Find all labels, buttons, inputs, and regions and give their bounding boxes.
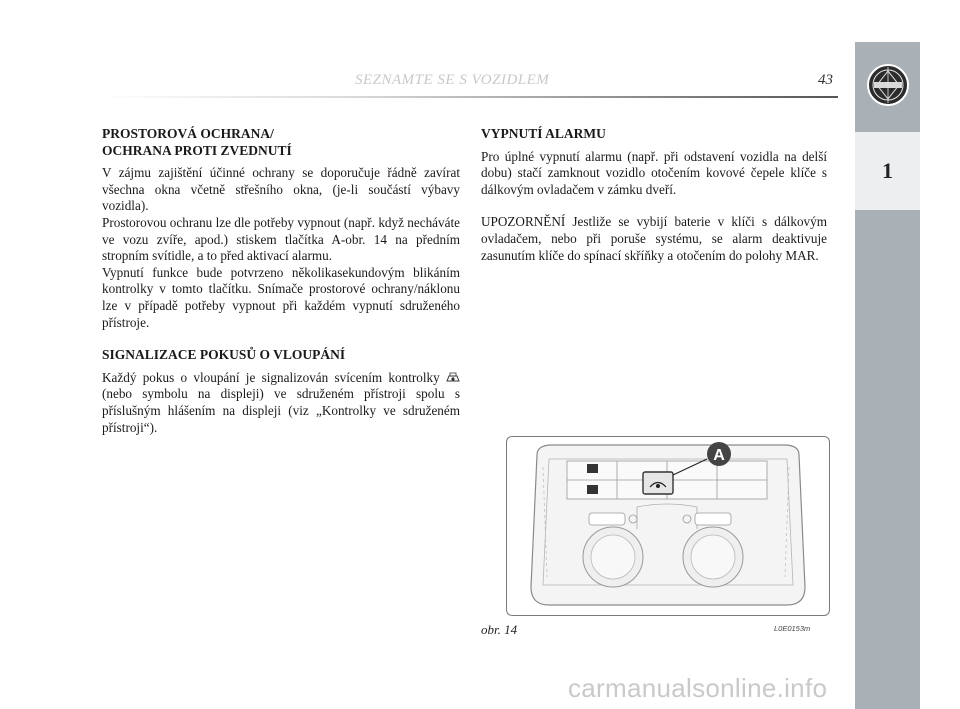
callout-label-a: A [713, 447, 725, 464]
paragraph: Prostorovou ochranu lze dle potřeby vypnout (např. když necháváte ve vozu zvíře, apod.) stiskem tlačítka A-obr. 14 na předním stropním svítidle, a to před aktivací alarmu. [102, 214, 460, 264]
lancia-logo-icon [866, 63, 910, 107]
paragraph: V zájmu zajištění účinné ochrany se doporučuje řádně zavírat všechna okna včetně střešního okna, (je-li součástí výbavy vozidla). [102, 165, 460, 214]
watermark: carmanualsonline.info [568, 673, 828, 703]
figure-code: L0E0153m [774, 624, 811, 633]
paragraph: Pro úplné vypnutí alarmu (např. při odstavení vozidla na delší dobu) stačí zamknout vozidlo otočením kovové čepele klíče s dálkovým ovladačem v zámku dveří. [481, 148, 827, 197]
left-column [102, 126, 460, 436]
paragraph [102, 370, 460, 436]
chapter-number: 1 [855, 132, 920, 210]
right-column [481, 126, 827, 264]
heading-line: PROSTOROVÁ OCHRANA/ [102, 126, 274, 141]
section-heading-spatial-protection [102, 126, 460, 159]
page-number: 43 [818, 72, 833, 88]
figure-ceiling-light [506, 436, 830, 616]
logo-box [855, 42, 920, 128]
text-fragment: (nebo symbolu na displeji) ve sdruženém přístroji spolu s příslušným hlášením na displeji (viz „Kontrolky ve sdruženém přístroji“). [102, 386, 460, 435]
alarm-warning-icon [446, 372, 460, 383]
chapter-sidebar [855, 42, 920, 709]
section-heading-break-in-signal: SIGNALIZACE POKUSŮ O VLOUPÁNÍ [102, 347, 346, 363]
figure-caption: obr. 14 [481, 622, 518, 637]
section-heading-alarm-off: VYPNUTÍ ALARMU [481, 126, 606, 141]
paragraph: UPOZORNĚNÍ Jestliže se vybijí baterie v klíči s dálkovým ovladačem, nebo při poruše systému, se alarm deaktivuje zasunutím klíče do spínací skříňky a otočením do polohy MAR. [481, 214, 827, 263]
heading-line: OCHRANA PROTI ZVEDNUTÍ [102, 142, 292, 158]
ceiling-light-illustration [507, 437, 829, 615]
text-fragment: Každý pokus o vloupání je signalizován svícením kontrolky [102, 369, 440, 385]
header-rule [100, 96, 838, 98]
paragraph: Vypnutí funkce bude potvrzeno několikasekundovým blikáním kontrolky v tomto tlačítku. Snímače prostorové ochrany/náklonu lze v případě potřeby vypnout při každém vypnutí sdruženého přístroje. [102, 264, 460, 330]
section-title: SEZNAMTE SE S VOZIDLEM [355, 72, 550, 88]
